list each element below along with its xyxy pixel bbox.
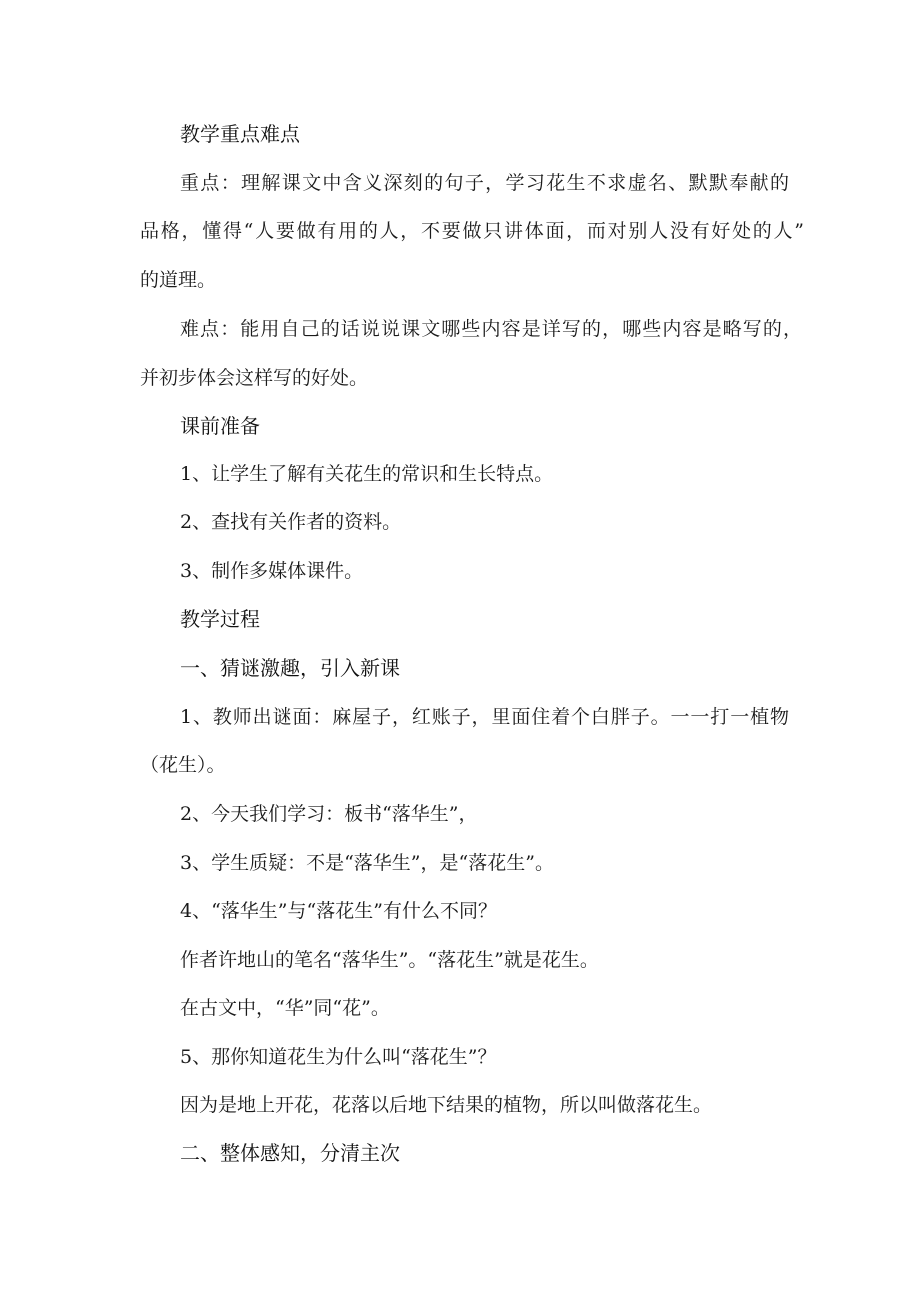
key-point-line-1: 重点：理解课文中含义深刻的句子，学习花生不求虚名、默默奉献的 <box>180 172 789 194</box>
section-heading-preparation: 课前准备 <box>180 414 260 438</box>
part1-line-3: 2、今天我们学习：板书“落华生”， <box>180 803 478 825</box>
difficulty-line-2: 并初步体会这样写的好处。 <box>140 367 369 389</box>
section-heading-key-points: 教学重点难点 <box>180 122 300 146</box>
part1-line-4: 3、学生质疑：不是“落华生”，是“落花生”。 <box>180 852 554 874</box>
part1-line-8: 5、那你知道花生为什么叫“落花生”？ <box>180 1046 497 1068</box>
section-heading-process: 教学过程 <box>180 607 260 631</box>
difficulty-line-1: 难点：能用自己的话说说课文哪些内容是详写的，哪些内容是略写的， <box>180 318 802 340</box>
list-item: 3、制作多媒体课件。 <box>180 560 364 582</box>
key-point-line-2: 品格，懂得“人要做有用的人，不要做只讲体面，而对别人没有好处的人” <box>140 220 804 242</box>
part1-line-5: 4、“落华生”与“落花生”有什么不同？ <box>180 900 497 922</box>
list-item: 2、查找有关作者的资料。 <box>180 511 402 533</box>
part1-line-9: 因为是地上开花，花落以后地下结果的植物，所以叫做落花生。 <box>180 1094 713 1116</box>
part1-line-2: （花生）。 <box>140 754 226 776</box>
part1-line-1: 1、教师出谜面：麻屋子，红账子，里面住着个白胖子。一一打一植物 <box>180 706 789 728</box>
key-point-line-3: 的道理。 <box>140 269 217 291</box>
part1-line-7: 在古文中，“华”同“花”。 <box>180 997 390 1019</box>
subsection-heading-part1: 一、猜谜激趣，引入新课 <box>180 656 400 680</box>
subsection-heading-part2: 二、整体感知，分清主次 <box>180 1141 400 1165</box>
list-item: 1、让学生了解有关花生的常识和生长特点。 <box>180 463 554 485</box>
part1-line-6: 作者许地山的笔名“落华生”。“落花生”就是花生。 <box>180 949 599 971</box>
